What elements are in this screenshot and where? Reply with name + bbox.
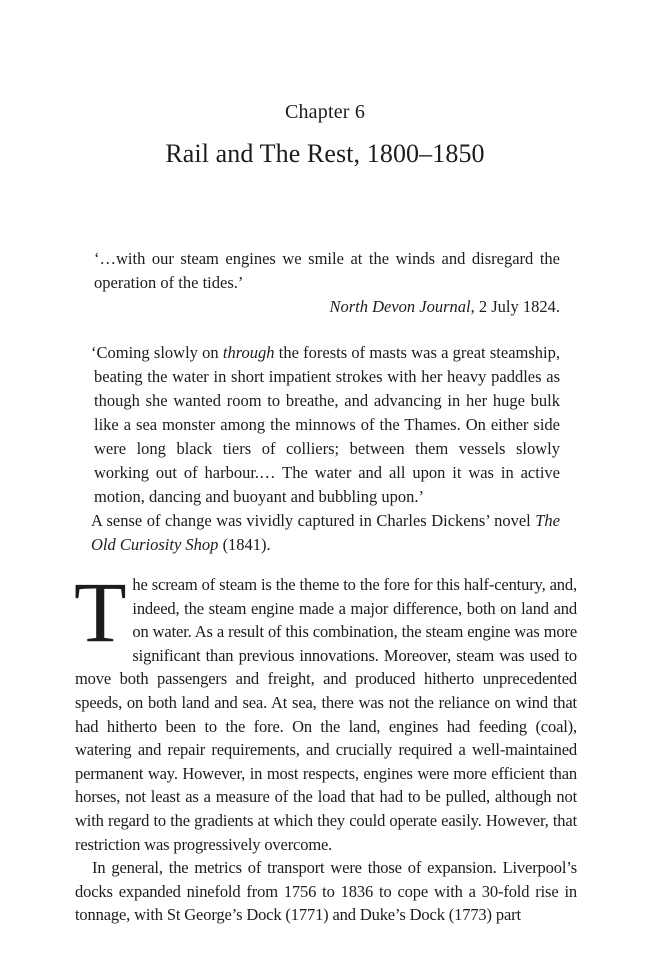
- drop-cap: T: [74, 564, 127, 660]
- dickens-attribution-end: (1841).: [218, 535, 271, 554]
- dickens-quote-emphasis: through: [222, 343, 275, 362]
- dickens-quote-end: the forests of masts was a great steamship, beating the water in short impatient strokes with her heavy paddles as though she wanted room to breathe, and advancing in her huge bulk like a sea monster among the minnows of the Thames. On either side were long black tiers of colliers; between them vessels slowly working out of harbour.… The water and all upon it was in active motion, dancing and buoyant and bubbling upon.’: [94, 343, 560, 506]
- dickens-attribution: [91, 509, 560, 557]
- paragraph-1: [74, 564, 577, 856]
- epigraph-source: [91, 295, 560, 319]
- novel-title: The Old Curiosity Shop: [91, 511, 560, 554]
- epigraph-newspaper: [91, 247, 560, 319]
- paragraph-2: In general, the metrics of transport were those of expansion. Liverpool’s docks expanded ninefold from 1756 to 1836 to cope with a 30-fold rise in tonnage, with St George’s Dock (1771) and Duke’s Dock (1773) part: [75, 858, 577, 925]
- epigraph-quote: ‘…with our steam engines we smile at the winds and disregard the operation of the tides.’: [94, 249, 560, 292]
- epigraph-source-title: North Devon Journal: [329, 297, 471, 316]
- epigraph-dickens: [91, 341, 560, 557]
- dickens-quote-start: ‘Coming slowly on: [91, 343, 223, 362]
- chapter-number: Chapter 6: [284, 101, 366, 123]
- paragraph-1-text: he scream of steam is the theme to the fore for this half-century, and, indeed, the steam engine made a major difference, both on land and on water. As a result of this combination, the steam engine was more significant than previous innovations. Moreover, steam was used to move both passengers and freight, and produced hitherto unprecedented speeds, on both land and sea. At sea, there was not the reliance on wind that had hitherto been to the fore. On the land, engines had feeding (coal), watering and repair requirements, and crucially required a well-maintained permanent way. However, in most respects, engines were more efficient than horses, not least as a measure of the load that had to be pulled, although not with regard to the gradients at which they could operate easily. However, that restriction was progressively overcome.: [75, 575, 577, 854]
- chapter-title: Rail and The Rest, 1800–1850: [165, 139, 485, 168]
- chapter-body: [74, 564, 577, 927]
- epigraph-source-date: , 2 July 1824.: [470, 297, 560, 316]
- dickens-quote: [91, 341, 560, 509]
- dickens-attribution-start: A sense of change was vividly captured in Charles Dickens’ novel: [91, 511, 536, 530]
